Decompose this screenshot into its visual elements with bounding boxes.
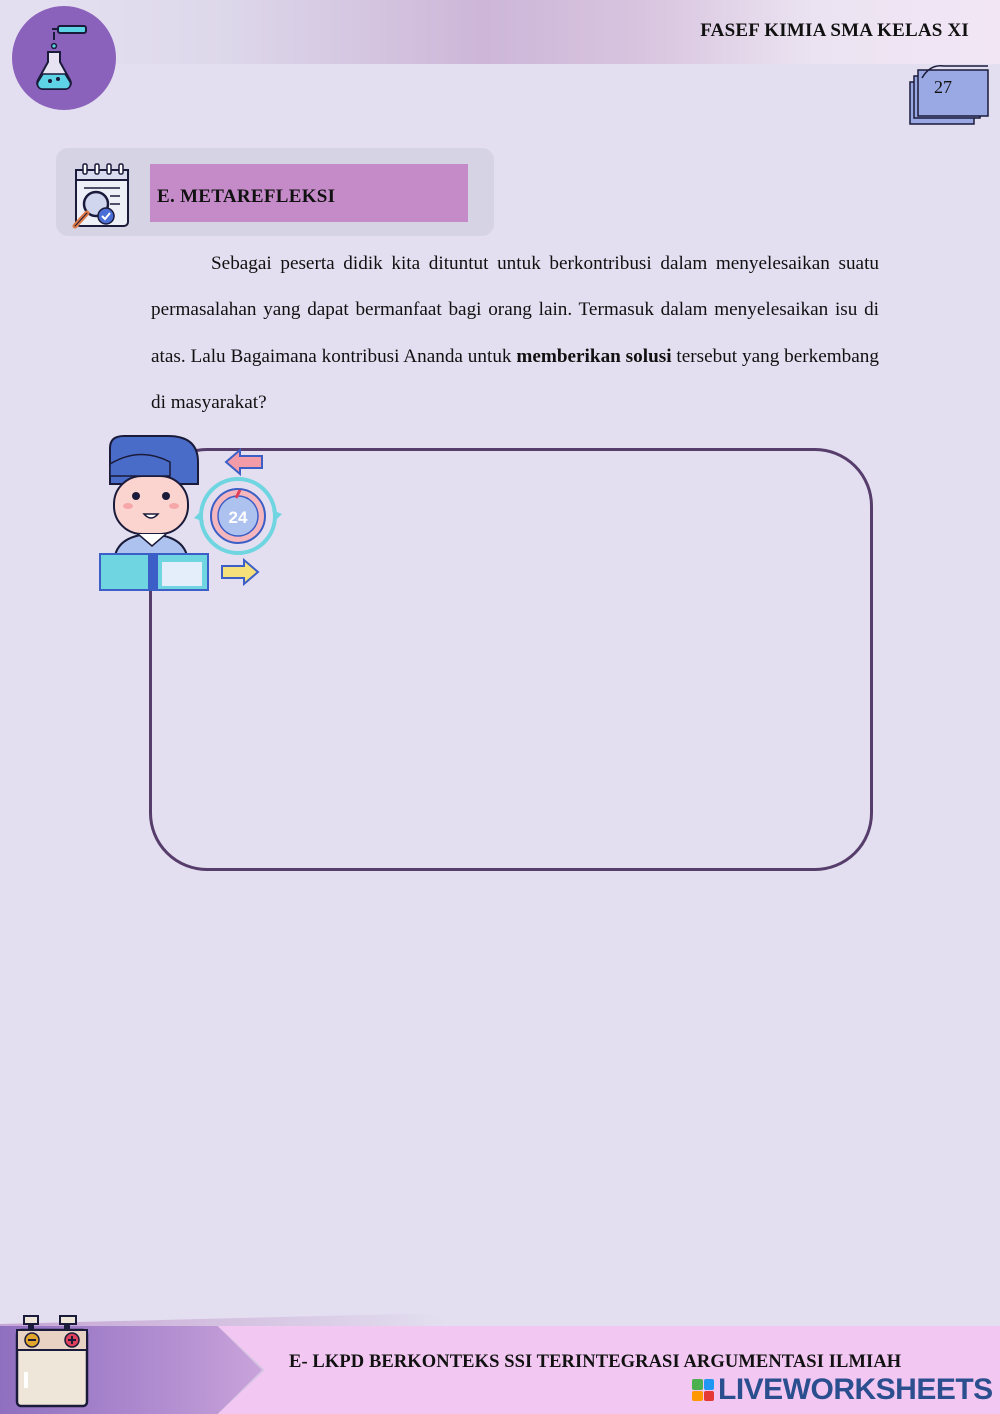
header-logo (12, 6, 116, 110)
chemistry-flask-icon (12, 6, 116, 110)
section-title: E. METAREFLEKSI (157, 186, 336, 207)
instruction-paragraph (151, 241, 879, 426)
liveworksheets-logo-icon (692, 1379, 714, 1401)
paragraph-text-1: Sebagai peserta didik kita dituntut untuk berkontribusi dalam menyelesaikan suatu permasalahan yang dapat bermanfaat bagi orang lain. Termasuk dalam menyelesaikan isu di atas. Lalu Bagaimana kontribusi Ananda untuk (151, 253, 879, 367)
student-reading-icon (96, 434, 284, 596)
clock-24-label: 24 (228, 508, 248, 527)
liveworksheets-brand-text: LIVEWORKSHEETS (718, 1373, 993, 1406)
paragraph-bold-text: memberikan solusi (516, 345, 672, 367)
battery-icon (14, 1314, 90, 1410)
footer-title: E- LKPD BERKONTEKS SSI TERINTEGRASI ARGUMENTASI ILMIAH (289, 1352, 902, 1372)
paragraph-text-2: tersebut yang berkembang di masyarakat? (151, 345, 879, 413)
document-search-icon (66, 160, 134, 232)
page-number: 27 (934, 77, 952, 97)
liveworksheets-logo[interactable] (692, 1373, 993, 1407)
header-title: FASEF KIMIA SMA KELAS XI (700, 20, 969, 41)
